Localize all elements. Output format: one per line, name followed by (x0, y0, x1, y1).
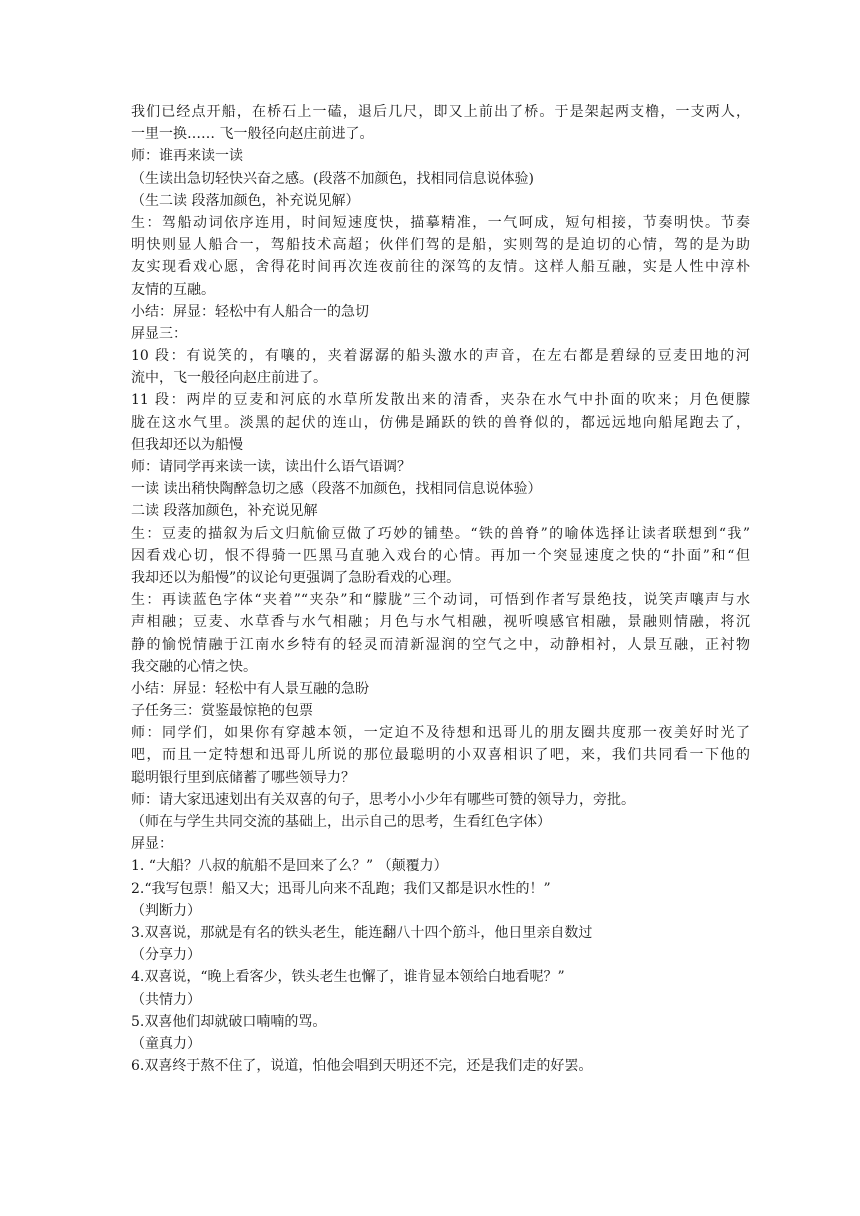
text-line: （师在与学生共同交流的基础上，出示自己的思考，生看红色字体） (131, 814, 551, 830)
text-line: 4.双喜说，“晚上看客少，铁头老生也懈了，谁肯显本领给白地看呢？” (131, 969, 565, 986)
text-line: 1. “大船？八叔的航船不是回来了么？” （颠覆力） (131, 858, 448, 875)
text-line: 屏显三： (131, 325, 187, 342)
text-line: 一读 读出稍快陶醉急切之感（段落不加颜色，找相同信息说体验） (131, 481, 542, 498)
text-line: 小结：屏显：轻松中有人船合一的急切 (131, 303, 369, 320)
text-line: 11 段：两岸的豆麦和河底的水草所发散出来的清香，夹杂在水气中扑面的吹来；月色便朦 (131, 392, 750, 409)
text-line: 生：豆麦的描叙为后文归航偷豆做了巧妙的铺垫。“铁的兽脊”的喻体选择让读者联想到“我” (131, 525, 750, 542)
text-line: 明快则显人船合一，驾船技术高超；伙伴们驾的是船，实则驾的是迫切的心情，驾的是为助 (131, 237, 750, 254)
text-line: 一里一换…… 飞一般径向赵庄前进了。 (131, 126, 374, 143)
text-line: 师：同学们，如果你有穿越本领，一定迫不及待想和迅哥儿的朋友圈共度那一夜美好时光了 (131, 725, 750, 742)
text-line: 2.“我写包票！船又大；迅哥儿向来不乱跑；我们又都是识水性的！” (131, 880, 551, 897)
text-line: （童真力） (131, 1035, 201, 1052)
text-line: 3.双喜说，那就是有名的铁头老生，能连翻八十四个筋斗，他日里亲自数过 (131, 924, 593, 941)
text-line: （共情力） (131, 991, 201, 1008)
text-line: 友实现看戏心愿，舍得花时间再次连夜前往的深笃的友情。这样人船互融，实是人性中淳朴 (131, 259, 750, 276)
text-line: 聪明银行里到底储蓄了哪些领导力？ (131, 769, 355, 786)
text-line: 但我却还以为船慢 (131, 436, 243, 453)
text-line: 声相融；豆麦、水草香与水气相融；月色与水气相融，视听嗅感官相融，景融则情融，将沉 (131, 614, 750, 631)
text-line: 生：再读蓝色字体“夹着”“夹杂”和“朦胧”三个动词，可悟到作者写景绝技，说笑声嚷声与水 (131, 592, 750, 609)
text-line: 师：请同学再来读一读，读出什么语气语调？ (131, 459, 411, 475)
document-body (131, 101, 750, 1077)
text-line: 我们已经点开船，在桥石上一磕，退后几尺，即又上前出了桥。于是架起两支橹，一支两人， (131, 104, 750, 120)
text-line: 吧，而且一定特想和迅哥儿所说的那位最聪明的小双喜相识了吧，来，我们共同看一下他的 (131, 747, 750, 764)
text-line: （判断力） (131, 902, 201, 919)
text-line: （分享力） (131, 947, 201, 964)
text-line: 流中，飞一般径向赵庄前进了。 (131, 370, 327, 387)
text-line: 胧在这水气里。淡黑的起伏的连山，仿佛是踊跃的铁的兽脊似的，都远远地向船尾跑去了， (131, 414, 750, 431)
text-line: 师：请大家迅速划出有关双喜的句子，思考小小少年有哪些可赞的领导力，旁批。 (131, 791, 635, 808)
text-line: 师：谁再来读一读 (131, 148, 243, 165)
text-line: 6.双喜终于熬不住了，说道，怕他会唱到天明还不完，还是我们走的好罢。 (131, 1058, 593, 1075)
text-line: 生：驾船动词依序连用，时间短速度快，描摹精准，一气呵成，短句相接，节奏明快。节奏 (131, 214, 750, 231)
text-line: 小结：屏显：轻松中有人景互融的急盼 (131, 680, 369, 697)
text-line: 二读 段落加颜色，补充说见解 (131, 503, 318, 520)
text-line: 5.双喜他们却就破口喃喃的骂。 (131, 1013, 327, 1030)
text-line: 10 段：有说笑的，有嚷的，夹着潺潺的船头激水的声音，在左右都是碧绿的豆麦田地的河 (131, 348, 750, 365)
text-line: 因看戏心切，恨不得骑一匹黑马直驰入戏台的心情。再加一个突显速度之快的“扑面”和“但 (131, 547, 750, 564)
text-line: （生二读 段落加颜色，补充说见解） (131, 192, 360, 209)
text-line: 子任务三：赏鉴最惊艳的包票 (131, 703, 313, 720)
text-line: 我交融的心情之快。 (131, 658, 257, 675)
text-line: 静的愉悦情融于江南水乡特有的轻灵而清新湿润的空气之中，动静相衬，人景互融，正衬物 (131, 636, 750, 653)
text-line: 友情的互融。 (131, 281, 215, 298)
text-line: 我却还以为船慢”的议论句更强调了急盼看戏的心理。 (131, 569, 461, 586)
text-line: 屏显： (131, 836, 173, 853)
text-line: （生读出急切轻快兴奋之感。(段落不加颜色，找相同信息说体验) (131, 170, 534, 187)
